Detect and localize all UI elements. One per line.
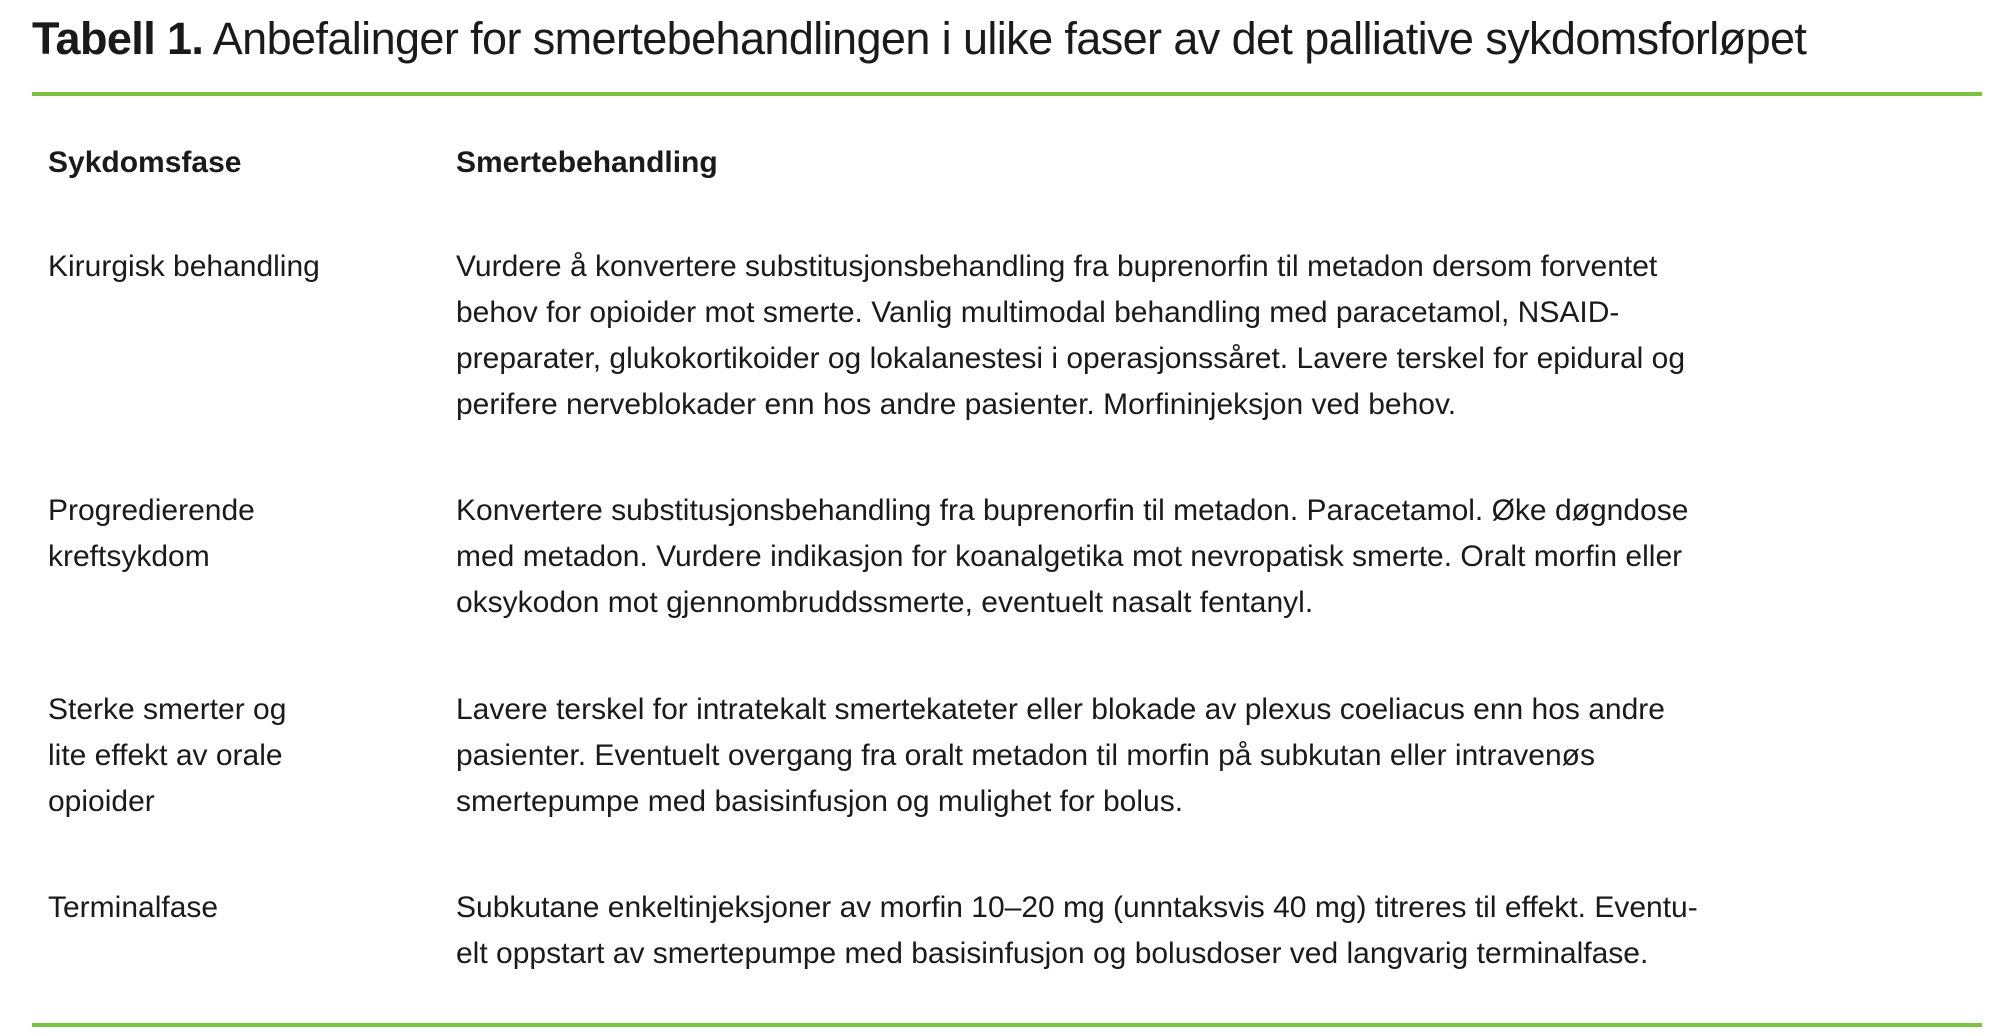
column-header-phase: Sykdomsfase xyxy=(48,146,242,179)
phase-cell: Kirurgisk behandling xyxy=(48,250,320,283)
treatment-cell: Vurdere å konvertere substitusjonsbehandling fra buprenorfin til metadon dersom forventet behov for opioider mot smerte. Vanlig multimodal behandling med paracetamol, NSAID- preparater, glukokortikoider og lokalanestesi i operasjonssåret. Lavere terskel for epidural og perifere nerveblokader enn hos andre pasienter. Morfininjeksjon ved behov. xyxy=(456,250,1686,421)
top-divider xyxy=(32,92,1982,96)
table-title-label: Tabell 1. xyxy=(32,13,204,64)
phase-cell: Sterke smerter og lite effekt av orale opioider xyxy=(48,693,287,818)
treatment-cell: Konvertere substitusjonsbehandling fra buprenorfin til metadon. Paracetamol. Øke døgndose med metadon. Vurdere indikasjon for koanalgetika mot nevropatisk smerte. Oralt morfin eller oksykodon mot gjennombruddssmerte, eventuelt nasalt fentanyl. xyxy=(456,494,1689,619)
table-title xyxy=(32,8,1982,70)
phase-cell: Progredierende kreftsykdom xyxy=(48,494,255,573)
treatment-cell: Lavere terskel for intratekalt smertekateter eller blokade av plexus coeliacus enn hos andre pasienter. Eventuelt overgang fra oralt metadon til morfin på subkutan eller intravenøs smertepumpe med basisinfusjon og mulighet for bolus. xyxy=(456,693,1665,818)
bottom-divider xyxy=(32,1023,1982,1027)
treatment-cell: Subkutane enkeltinjeksjoner av morfin 10–20 mg (unntaksvis 40 mg) titreres til effekt. Eventu- elt oppstart av smertepumpe med basisinfusjon og bolusdoser ved langvarig terminalfase. xyxy=(456,891,1698,970)
table-title-text: Anbefalinger for smertebehandlingen i ulike faser av det palliative sykdomsforløpet xyxy=(212,13,1807,64)
column-header-treatment: Smertebehandling xyxy=(456,146,718,179)
phase-cell: Terminalfase xyxy=(48,891,219,924)
